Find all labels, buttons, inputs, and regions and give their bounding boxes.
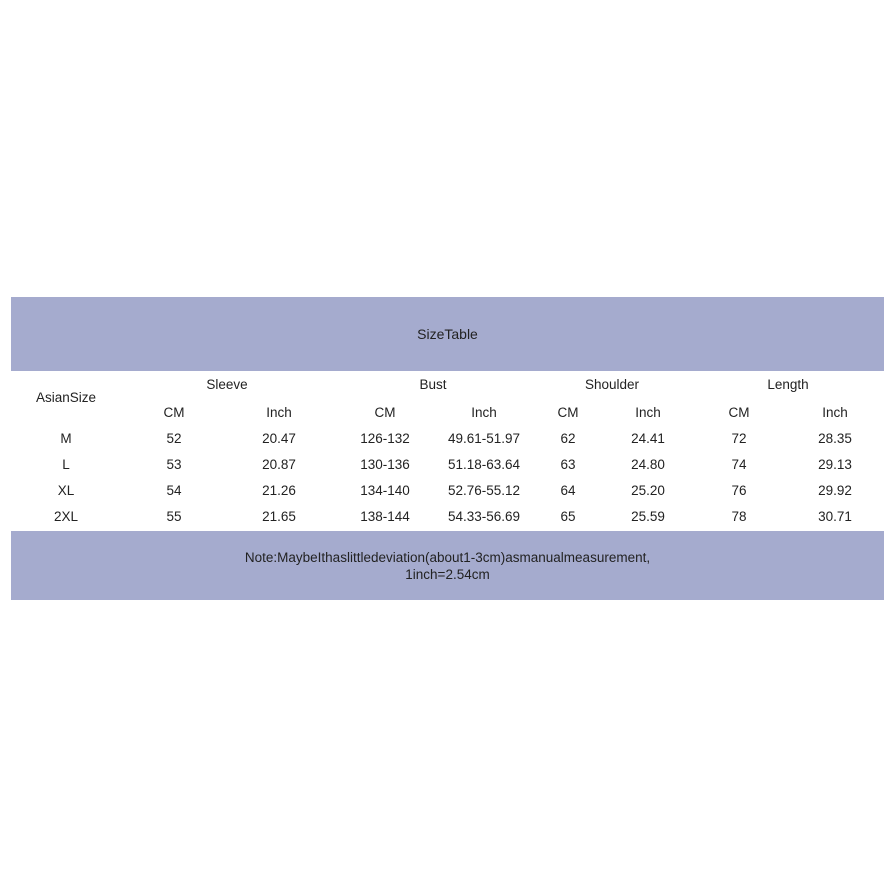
table-cell: 76 [731, 483, 747, 498]
table-cell: 28.35 [818, 431, 852, 446]
unit-header-inch: Inch [266, 405, 292, 420]
table-cell: 138-144 [360, 509, 410, 524]
column-group-header: Length [767, 377, 809, 392]
unit-header-inch: Inch [822, 405, 848, 420]
unit-header-cm: CM [557, 405, 579, 420]
table-title-band [11, 297, 884, 371]
table-cell: 51.18-63.64 [447, 457, 521, 472]
table-cell: 30.71 [818, 509, 852, 524]
table-title: SizeTable [417, 326, 478, 342]
unit-header-cm: CM [163, 405, 185, 420]
size-label: XL [57, 483, 75, 498]
table-cell: 24.80 [631, 457, 665, 472]
note-line-1: Note:MaybeIthaslittledeviation(about1-3cm)asmanualmeasurement, [244, 549, 651, 565]
table-cell: 25.59 [631, 509, 665, 524]
table-cell: 63 [560, 457, 576, 472]
unit-header-inch: Inch [471, 405, 497, 420]
size-label: M [60, 431, 72, 446]
table-cell: 130-136 [360, 457, 410, 472]
table-cell: 72 [731, 431, 747, 446]
table-cell: 62 [560, 431, 576, 446]
table-cell: 134-140 [360, 483, 410, 498]
unit-header-inch: Inch [635, 405, 661, 420]
table-cell: 20.47 [262, 431, 296, 446]
table-cell: 55 [166, 509, 182, 524]
table-cell: 29.13 [818, 457, 852, 472]
table-cell: 65 [560, 509, 576, 524]
table-cell: 78 [731, 509, 747, 524]
table-cell: 21.26 [262, 483, 296, 498]
table-cell: 20.87 [262, 457, 296, 472]
table-cell: 25.20 [631, 483, 665, 498]
note-line-2: 1inch=2.54cm [405, 566, 490, 582]
table-cell: 64 [560, 483, 576, 498]
table-cell: 24.41 [631, 431, 665, 446]
table-cell: 54 [166, 483, 182, 498]
table-cell: 29.92 [818, 483, 852, 498]
column-group-header: Sleeve [206, 377, 248, 392]
column-group-header: Shoulder [584, 377, 640, 392]
table-cell: 21.65 [262, 509, 296, 524]
table-cell: 126-132 [360, 431, 410, 446]
table-cell: 54.33-56.69 [447, 509, 521, 524]
table-cell: 52.76-55.12 [447, 483, 521, 498]
column-group-header: Bust [419, 377, 447, 392]
size-label: L [62, 457, 70, 472]
unit-header-cm: CM [728, 405, 750, 420]
table-cell: 52 [166, 431, 182, 446]
unit-header-cm: CM [374, 405, 396, 420]
table-cell: 74 [731, 457, 747, 472]
size-column-header: AsianSize [35, 390, 97, 405]
note-band [11, 531, 884, 600]
table-cell: 53 [166, 457, 182, 472]
size-label: 2XL [53, 509, 79, 524]
table-cell: 49.61-51.97 [447, 431, 521, 446]
